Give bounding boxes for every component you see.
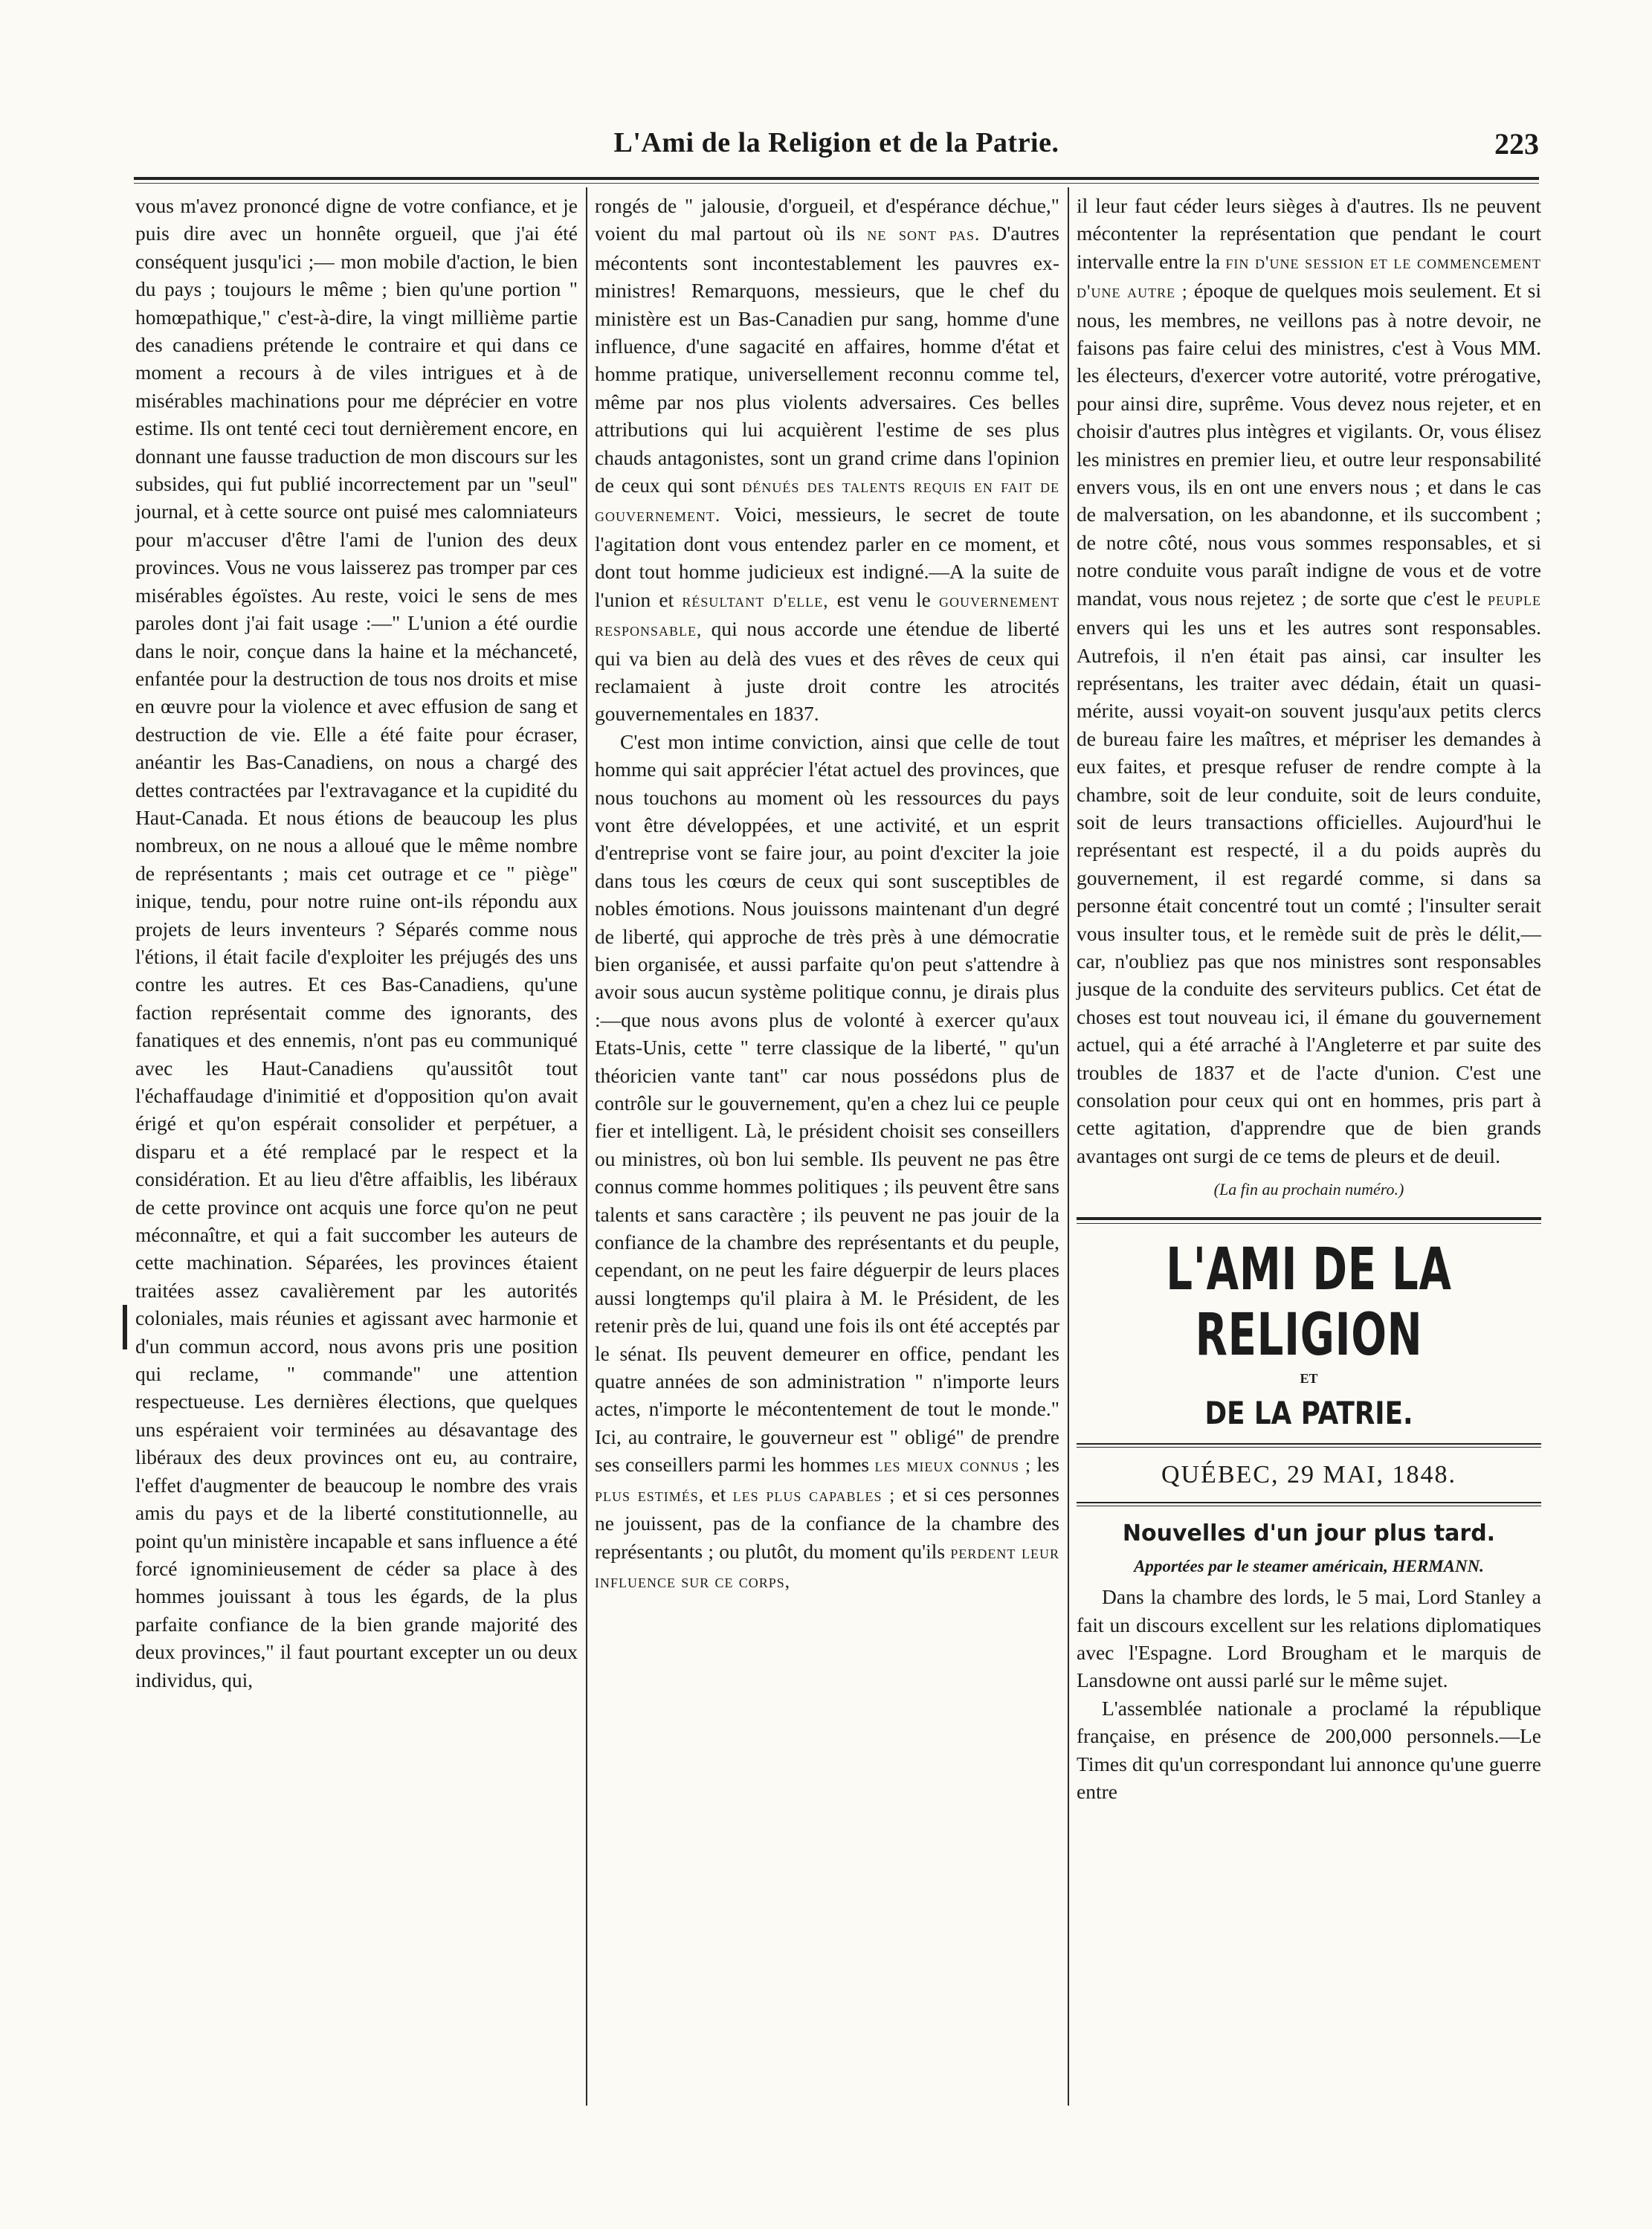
margin-mark bbox=[123, 1305, 127, 1349]
small-caps-run: ne sont pas. bbox=[867, 225, 981, 245]
news-paragraph-1: Dans la chambre des lords, le 5 mai, Lord Stanley a fait un discours excellent sur les relations diplomatiques avec l'Espagne. Lord Brougham et le marquis de Lansdowne ont aussi parlé sur le même sujet. bbox=[1077, 1585, 1541, 1692]
masthead-title: L'AMI DE LA RELIGION bbox=[1166, 1236, 1452, 1369]
small-caps-run: les mieux connus ; bbox=[874, 1456, 1031, 1477]
header-rule-thin bbox=[134, 183, 1539, 184]
col2-paragraph-2 bbox=[595, 728, 1059, 1596]
text-run: et bbox=[704, 1482, 733, 1506]
masthead-rule bbox=[1077, 1443, 1541, 1448]
column-2 bbox=[595, 192, 1059, 1596]
small-caps-run: dénués des talents requis en fait de gouvernement. bbox=[595, 477, 1059, 526]
small-caps-run: fin d'une session et le commencement d'une autre ; bbox=[1077, 252, 1541, 303]
header-rule bbox=[134, 177, 1539, 180]
dateline-rule bbox=[1077, 1502, 1541, 1506]
text-run: C'est mon intime conviction, ainsi que celle de tout homme qui sait apprécier l'état actuel des provinces, que nous touchons au moment où les ressources du pays vont être développées, et une activité, et un esprit d'entreprise vont se faire jour, au point d'exciter la joie dans tous les cœurs de ceux qui sont susceptibles de nobles émotions. Nous jouissons maintenant d'un degré de liberté, qui approche de très près à une démocratie bien organisée, et aussi parfaite qu'on peut s'attendre à avoir sous aucun système politique connu, je dirais plus :—que nous avons plus de volonté à exercer qu'aux Etats-Unis, cette " terre classique de la liberté, " qu'un théoricien vante tant" car nous possédons plus de contrôle sur le gouvernement, qu'en a chez lui ce peuple fier et intelligent. Là, le président choisit ses conseillers ou ministres, où bon lui semble. Ils peuvent ne pas être connus comme hommes politiques ; ils peuvent être sans talents et sans caractère ; ils peuvent ne pas jouir de la confiance de la chambre des représentants et du peuple, cependant, on ne peut les faire déguerpir de leurs places aussi longtemps qu'il plaira à M. le Président, de les retenir près de lui, quand une fois ils ont été acceptés par le sénat. Ils peuvent demeurer en office, pendant les quatre années de son administration " n'importe leurs actes, n'importe le mécontentement de tout le monde." Ici, au contraire, le gouverneur est " obligé" de prendre ses conseillers parmi les hommes bbox=[595, 729, 1059, 1477]
text-run: Voici, messieurs, le secret de toute l'agitation dont vous entendez parler en ce moment, et dont tout homme judicieux est indigné.—A la suite de l'union et bbox=[595, 503, 1059, 611]
news-paragraph-2: L'assemblée nationale a proclamé la république française, en présence de 200,000 personnels.—Le Times dit qu'un correspondant lui annonce qu'une guerre entre bbox=[1077, 1696, 1541, 1804]
news-headline: Nouvelles d'un jour plus tard. bbox=[1122, 1520, 1496, 1547]
running-title: L'Ami de la Religion et de la Patrie. bbox=[613, 127, 1059, 158]
text-run: envers qui les uns et les autres sont responsables. Autrefois, il n'en était pas ainsi, car insulter les représentans, les traiter avec dédain, était un quasi-mérite, aussi voyait-on souvent jusqu'aux petits clercs de bureau faire les maîtres, et mépriser les demandes à eux faites, et presque refuser de rendre compte à la chambre, soit de leur conduite, soit de leurs conduite, soit de leurs transactions officielles. Aujourd'hui le représentant est respecté, il a du poids auprès du gouvernement, il est regardé comme, si dans sa personne était concentré tout un comté ; l'insulter serait vous insulter tous, et le remède suit de près le délit,—car, n'oubliez pas que nos ministres sont responsables jusque de la conduite des serviteurs publics. Cet état de choses est tout nouveau ici, il émane du gouvernement actuel, qui a été arraché à l'Angleterre et par suite des troubles de 1837 et de l'acte d'union. C'est une consolation pour ceux qui ont en hommes, pris part à cette agitation, d'apprendre que de bien grands avantages ont surgi de ce tems de pleurs et de deuil. bbox=[1077, 616, 1541, 1167]
column-divider-1 bbox=[586, 187, 587, 2106]
small-caps-run: résultant d'elle, bbox=[682, 590, 829, 611]
section-rule-thin bbox=[1077, 1223, 1541, 1224]
text-run: époque de quelques mois seulement. Et si nous, les membres, ne veillons pas à notre devoir, ne faisons pas faire celui des ministres, c'est à Vous MM. les électeurs, d'exercer votre autorité, votre prérogative, pour ainsi dire, suprême. Vous devez nous rejeter, et en choisir d'autres plus intègres et vigilants. Or, vous élisez les ministres en premier lieu, et outre leur responsabilité envers vous, ils en ont une envers nous ; et dans le cas de malversation, on les abandonne, et ils succombent ; de notre côté, nous vous sommes responsables, et si notre conduite vous paraît indigne de vous et de votre mandat, vous nous rejetez ; de sorte que c'est le bbox=[1077, 279, 1541, 610]
col1-paragraph: vous m'avez prononcé digne de votre confiance, et je puis dire avec un honnête orgueil, que j'ai été conséquent jusqu'ici ;— mon mobile d'action, le bien du pays ; toujours le même ; bien qu'une portion " homœpathique," c'est-à-dire, la vingt millième partie des canadiens prétende le contraire et qui dans ce moment a recours à de viles intrigues et à de misérables machinations pour me déprécier en votre estime. Ils ont tenté ceci tout dernièrement encore, en donnant une fausse traduction de mon discours sur les subsides, qui fut publié incorrectement par un "seul" journal, et à cette source ont puisé mes calomniateurs pour m'accuser d'être l'ami de l'union des deux provinces. Vous ne vous laisserez pas tromper par ces misérables égoïstes. Au reste, voici le sens de mes paroles dont j'ai fait usage :—" L'union a été ourdie dans le noir, conçue dans la haine et la méchanceté, enfantée pour la destruction de tous nos droits et mise en œuvre pour la violence et avec effusion de sang et destruction de vie. Elle a été faite pour écraser, anéantir les Bas-Canadiens, on nous a chargé des dettes contractées par l'extravagance et la cupidité du Haut-Canada. Et nous étions de beaucoup les plus nombreux, on ne nous a alloué que le même nombre de représentants ; mais cet outrage et ce " piège" inique, tendu, pour notre ruine ont-ils répondu aux projets de leurs inventeurs ? Séparés comme nous l'étions, il était facile d'exploiter les préjugés des uns contre les autres. Et ces Bas-Canadiens, qu'une faction représentait comme des ignorants, des fanatiques et des ennemis, n'ont pas eu communiqué avec les Haut-Canadiens qu'aussitôt tout l'échaffaudage d'inimitié et d'opposition qu'on avait érigé et qu'on espérait consolider et perpétuer, a disparu et a été remplacé par le respect et la considération. Et au lieu d'être affaiblis, les libéraux de cette province ont acquis une force qu'on ne peut méconnaître, et qui a fait succomber les auteurs de cette machination. Séparées, les provinces étaient traitées assez cavalièrement par les autorités coloniales, mais réunies et agissant avec harmonie et d'un commun accord, nous avons pris une position qui reclame, " commande" une attention respectueuse. Les dernières élections, que quelques uns espéraient voir terminées au désavantage des libéraux des deux provinces ont eu, au contraire, l'effet d'augmenter de beaucoup le nombre des vrais amis du pays et de la liberté constitutionnelle, au point qu'un ministère incapable et sans influence a été forcé ignominieusement de céder sa place à des hommes jouissant à tous les égards, de la plus parfaite confiance de la bien grande majorité des deux provinces," il faut pourtant excepter un ou deux individus, qui, bbox=[135, 194, 578, 1691]
text-run: qui nous accorde une étendue de liberté qui va bien au delà des vues et des rêves de ceux qui reclamaient à juste droit contre les atrocités gouvernementales en 1837. bbox=[595, 617, 1059, 726]
continuation-note: (La fin au prochain numéro.) bbox=[1213, 1180, 1404, 1199]
text-run: rongés de " jalousie, d'orgueil, et d'espérance déchue," voient du mal partout où ils bbox=[595, 194, 1059, 245]
col2-paragraph-1 bbox=[595, 192, 1059, 728]
text-run: il leur faut céder leurs sièges à d'autres. Ils ne peuvent mécontenter la représentation que pendant le court intervalle entre la bbox=[1077, 194, 1541, 273]
text-run: les bbox=[1030, 1453, 1059, 1477]
small-caps-run: les plus capables ; bbox=[732, 1485, 896, 1506]
small-caps-run: plus estimés, bbox=[595, 1485, 705, 1506]
column-divider-2 bbox=[1068, 187, 1069, 2106]
small-caps-run: peuple bbox=[1487, 589, 1541, 610]
column-1 bbox=[135, 192, 578, 1694]
dateline: QUÉBEC, 29 MAI, 1848. bbox=[1161, 1461, 1457, 1489]
text-run: et si ces personnes ne jouissent, pas de la confiance de la chambre des représentants ; ou plutôt, du moment qu'ils bbox=[595, 1482, 1059, 1563]
col3-paragraph-1 bbox=[1077, 192, 1541, 1170]
masthead-et: ET bbox=[1300, 1370, 1318, 1386]
page-header bbox=[134, 126, 1539, 171]
page-number: 223 bbox=[1494, 127, 1539, 161]
text-run: D'autres mécontents sont incontestablement les pauvres ex-ministres! Remarquons, messieurs, que le chef du ministère est un Bas-Canadien pur sang, homme d'une influence, d'une sagacité en affaires, homme d'état et homme pratique, universellement reconnu comme tel, même par nos plus violents adversaires. Ces belles attributions qui lui acquièrent l'estime de ses plus chauds antagonistes, sont un grand crime dans l'opinion de ceux qui sont bbox=[595, 222, 1059, 497]
news-byline: Apportées par le steamer américain, HERMANN. bbox=[1134, 1556, 1484, 1575]
section-rule bbox=[1077, 1217, 1541, 1220]
masthead-subtitle: DE LA PATRIE. bbox=[1204, 1395, 1413, 1432]
small-caps-run: gouvernement responsable, bbox=[595, 590, 1060, 641]
small-caps-run: perdent leur influence sur ce corps, bbox=[595, 1542, 1060, 1592]
column-3 bbox=[1077, 192, 1541, 1806]
text-run: est venu le bbox=[828, 587, 940, 611]
